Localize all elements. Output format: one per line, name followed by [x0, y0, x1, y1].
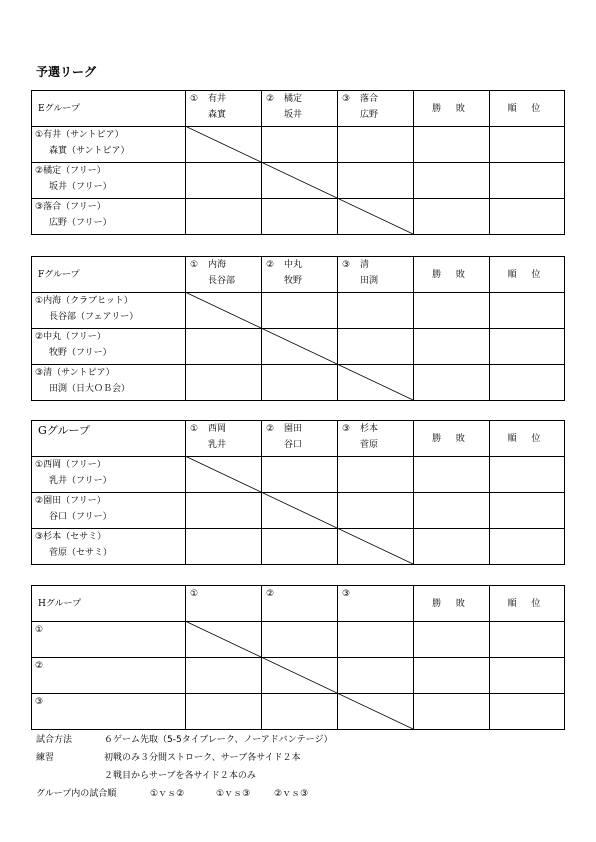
score-cell	[338, 293, 414, 329]
column-number: ③	[342, 424, 351, 434]
score-cell	[490, 457, 565, 493]
row-team	[32, 694, 186, 730]
practice-value-1: 初戦のみ３分間ストローク、サーブ各サイド２本	[104, 753, 301, 763]
page-title: 予選リーグ	[36, 65, 97, 79]
score-cell	[414, 694, 490, 730]
row-player-1: ②	[35, 661, 44, 671]
score-cell	[186, 529, 262, 565]
row-player-1: ①	[35, 625, 44, 635]
column-player-2: 田渕	[360, 276, 379, 286]
row-team	[32, 199, 186, 235]
score-cell	[338, 694, 414, 730]
column-header-1	[186, 586, 262, 622]
column-number: ③	[342, 260, 351, 270]
row-player-1: ②橘定（フリー）	[35, 166, 106, 176]
column-header-3	[338, 91, 414, 127]
column-number: ③	[342, 94, 351, 104]
column-player-2: 広野	[360, 110, 379, 120]
rank-header: 順 位	[490, 257, 565, 293]
order-label: グループ内の試合順	[36, 789, 117, 799]
column-number: ②	[266, 424, 275, 434]
column-player-1: 園田	[284, 424, 303, 434]
score-cell	[262, 457, 338, 493]
column-player-1: 橘定	[284, 94, 303, 104]
score-cell	[262, 365, 338, 401]
row-player-1: ③	[35, 697, 44, 707]
score-cell	[490, 365, 565, 401]
row-team	[32, 127, 186, 163]
row-team	[32, 529, 186, 565]
win-loss-header: 勝 敗	[414, 421, 490, 457]
row-team	[32, 493, 186, 529]
score-cell	[414, 457, 490, 493]
group-name: Hグループ	[32, 586, 186, 622]
score-cell	[186, 163, 262, 199]
score-cell	[414, 622, 490, 658]
row-team	[32, 329, 186, 365]
table-row	[32, 457, 565, 493]
row-player-1: ②園田（フリー）	[35, 496, 106, 506]
score-cell	[414, 529, 490, 565]
column-player-1: 落合	[360, 94, 379, 104]
row-player-1: ①内海（クラブヒット）	[35, 296, 133, 306]
score-cell	[262, 163, 338, 199]
group-name: Fグループ	[32, 257, 186, 293]
table-row	[32, 365, 565, 401]
score-cell	[490, 199, 565, 235]
row-player-2: 広野（フリー）	[49, 218, 112, 228]
practice-label: 練習	[36, 753, 55, 763]
row-player-2: 菅原（セサミ）	[49, 548, 113, 558]
column-number: ①	[190, 94, 199, 104]
score-cell	[186, 493, 262, 529]
group-name: Gグループ	[32, 421, 186, 457]
column-player-2: 乳井	[208, 440, 227, 450]
score-cell	[490, 493, 565, 529]
score-cell	[186, 365, 262, 401]
table-row	[32, 163, 565, 199]
practice-value-2: ２戦目からサーブを各サイド２本のみ	[104, 771, 256, 781]
score-cell	[490, 163, 565, 199]
win-loss-header: 勝 敗	[414, 91, 490, 127]
row-team	[32, 293, 186, 329]
score-cell	[262, 199, 338, 235]
table-row	[32, 293, 565, 329]
score-cell	[490, 658, 565, 694]
win-loss-header: 勝 敗	[414, 257, 490, 293]
score-cell	[490, 329, 565, 365]
group-table-1	[31, 90, 565, 235]
score-cell	[338, 329, 414, 365]
column-player-1: 有井	[208, 94, 227, 104]
score-cell	[186, 329, 262, 365]
score-cell	[186, 622, 262, 658]
score-cell	[186, 199, 262, 235]
score-cell	[262, 622, 338, 658]
score-cell	[414, 658, 490, 694]
column-number: ①	[190, 260, 199, 270]
score-cell	[262, 493, 338, 529]
score-cell	[338, 622, 414, 658]
method-label: 試合方法	[36, 735, 73, 745]
column-number: ②	[266, 94, 275, 104]
column-header-2	[262, 91, 338, 127]
score-cell	[262, 658, 338, 694]
score-cell	[338, 127, 414, 163]
column-player-2: 森實	[208, 110, 227, 120]
score-cell	[490, 293, 565, 329]
column-player-1: 清	[360, 260, 370, 270]
score-cell	[414, 199, 490, 235]
column-player-1: 杉本	[360, 424, 379, 434]
row-player-1: ①西岡（フリー）	[35, 460, 106, 470]
score-cell	[338, 365, 414, 401]
column-number: ②	[266, 260, 275, 270]
row-player-2: 牧野（フリー）	[49, 348, 112, 358]
group-table-4	[31, 585, 565, 730]
table-row	[32, 127, 565, 163]
score-cell	[338, 199, 414, 235]
column-player-1: 内海	[208, 260, 227, 270]
score-cell	[338, 457, 414, 493]
rank-header: 順 位	[490, 421, 565, 457]
column-player-2: 牧野	[284, 276, 303, 286]
row-player-2: 乳井（フリー）	[49, 476, 112, 486]
score-cell	[262, 329, 338, 365]
group-name: Eグループ	[32, 91, 186, 127]
column-header-2	[262, 586, 338, 622]
table-row	[32, 529, 565, 565]
row-team	[32, 622, 186, 658]
row-player-2: 坂井（フリー）	[49, 182, 112, 192]
column-header-1	[186, 91, 262, 127]
score-cell	[186, 293, 262, 329]
score-cell	[338, 493, 414, 529]
method-value: ６ゲーム先取（5-5タイブレーク、ノーアドバンテージ）	[104, 735, 333, 745]
score-cell	[338, 658, 414, 694]
score-cell	[338, 163, 414, 199]
column-header-1	[186, 257, 262, 293]
column-header-2	[262, 421, 338, 457]
order-match-1: ①ｖｓ②	[150, 789, 185, 799]
row-team	[32, 163, 186, 199]
column-header-1	[186, 421, 262, 457]
column-player-2: 菅原	[360, 440, 379, 450]
score-cell	[490, 529, 565, 565]
rank-header: 順 位	[490, 91, 565, 127]
column-number: ③	[342, 589, 351, 599]
row-player-2: 田渕（日大ＯＢ会）	[49, 384, 131, 394]
row-team	[32, 658, 186, 694]
column-player-2: 谷口	[284, 440, 303, 450]
score-cell	[414, 329, 490, 365]
row-player-2: 谷口（フリー）	[49, 512, 112, 522]
column-player-1: 中丸	[284, 260, 303, 270]
column-player-2: 坂井	[284, 110, 303, 120]
order-match-3: ②ｖｓ③	[274, 789, 309, 799]
score-cell	[186, 658, 262, 694]
row-player-1: ①有井（サントピア）	[35, 130, 124, 140]
score-cell	[490, 622, 565, 658]
score-cell	[490, 694, 565, 730]
table-row	[32, 694, 565, 730]
row-player-2: 森實（サントピア）	[49, 146, 130, 156]
column-number: ②	[266, 589, 275, 599]
group-table-3	[31, 420, 565, 565]
score-cell	[414, 293, 490, 329]
row-team	[32, 457, 186, 493]
score-cell	[262, 127, 338, 163]
score-cell	[414, 365, 490, 401]
score-cell	[186, 694, 262, 730]
score-cell	[414, 163, 490, 199]
win-loss-header: 勝 敗	[414, 586, 490, 622]
row-player-1: ③清（サントピア）	[35, 368, 115, 378]
table-row	[32, 622, 565, 658]
row-player-2: 長谷部（フェアリー）	[49, 312, 139, 322]
score-cell	[186, 127, 262, 163]
score-cell	[262, 293, 338, 329]
column-header-3	[338, 257, 414, 293]
group-table-2	[31, 256, 565, 401]
column-player-2: 長谷部	[208, 276, 236, 286]
table-row	[32, 658, 565, 694]
row-player-1: ③落合（フリー）	[35, 202, 106, 212]
table-row	[32, 199, 565, 235]
row-player-1: ③杉本（セサミ）	[35, 532, 107, 542]
score-cell	[338, 529, 414, 565]
score-cell	[262, 694, 338, 730]
column-header-3	[338, 586, 414, 622]
column-player-1: 西岡	[208, 424, 227, 434]
score-cell	[262, 529, 338, 565]
column-number: ①	[190, 424, 199, 434]
row-team	[32, 365, 186, 401]
table-row	[32, 493, 565, 529]
score-cell	[490, 127, 565, 163]
order-match-2: ①ｖｓ③	[216, 789, 251, 799]
score-cell	[414, 127, 490, 163]
column-header-2	[262, 257, 338, 293]
table-row	[32, 329, 565, 365]
rank-header: 順 位	[490, 586, 565, 622]
row-player-1: ②中丸（フリー）	[35, 332, 106, 342]
score-cell	[414, 493, 490, 529]
column-number: ①	[190, 589, 199, 599]
score-cell	[186, 457, 262, 493]
column-header-3	[338, 421, 414, 457]
